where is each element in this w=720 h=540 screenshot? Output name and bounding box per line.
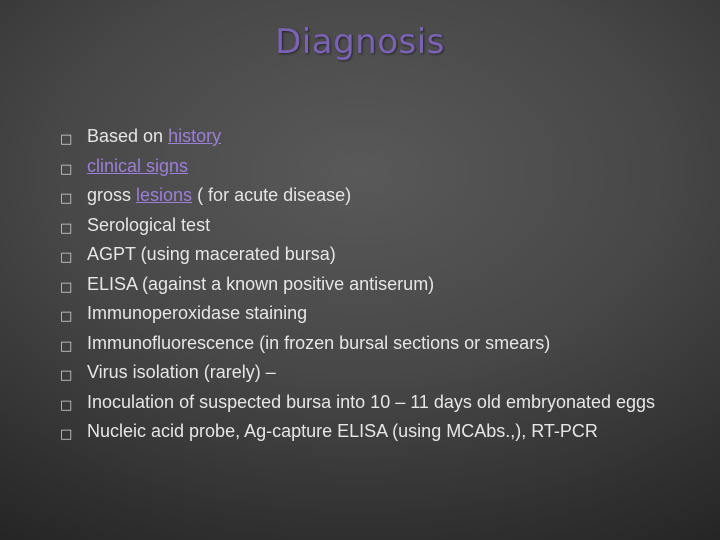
bullet-text: Immunoperoxidase staining <box>87 303 308 323</box>
bullet-text <box>87 126 680 148</box>
bullet-marker-icon: □ <box>60 220 73 236</box>
bullet-item <box>60 362 680 387</box>
bullet-marker-icon: □ <box>60 279 73 295</box>
bullet-marker-icon: □ <box>60 161 73 177</box>
bullet-text: Immunofluorescence (in frozen bursal sections or smears) <box>87 332 551 353</box>
bullet-marker-icon: □ <box>60 250 73 265</box>
bullet-marker-icon: □ <box>60 309 73 324</box>
bullet-text: AGPT (using macerated bursa) <box>87 244 336 264</box>
bullet-item <box>60 392 680 417</box>
bullet-item <box>60 244 680 269</box>
bullet-item <box>60 156 680 181</box>
bullet-item <box>60 185 680 210</box>
bullet-item <box>60 333 680 358</box>
bullet-item <box>60 126 680 151</box>
bullet-text: Inoculation of suspected bursa into 10 – 11 days old embryonated eggs <box>87 391 656 412</box>
lesions-link[interactable]: lesions <box>136 185 193 205</box>
clinical-signs-link[interactable]: clinical signs <box>87 155 189 176</box>
slide-title: Diagnosis <box>275 22 445 62</box>
bullet-item <box>60 421 680 446</box>
history-link[interactable]: history <box>168 126 222 146</box>
bullet-item <box>60 274 680 299</box>
bullet-marker-icon: □ <box>60 368 73 383</box>
bullet-marker-icon: □ <box>60 397 73 413</box>
bullet-text-suffix: ( for acute disease) <box>192 185 352 205</box>
bullet-marker-icon: □ <box>60 338 73 354</box>
bullet-text: Serological test <box>87 214 211 235</box>
bullet-item <box>60 303 680 328</box>
bullet-text <box>87 156 680 178</box>
bullet-text-prefix: Based on <box>87 126 169 146</box>
bullet-text: ELISA (against a known positive antiserum) <box>87 273 435 294</box>
bullet-item <box>60 215 680 240</box>
bullet-text: Virus isolation (rarely) – <box>87 362 276 382</box>
bullet-text <box>87 185 680 207</box>
bullet-marker-icon: □ <box>60 427 73 442</box>
bullet-marker-icon: □ <box>60 132 73 147</box>
bullet-text-prefix: gross <box>87 185 137 205</box>
bullet-text: Nucleic acid probe, Ag-capture ELISA (using MCAbs.,), RT-PCR <box>87 421 598 441</box>
bullet-marker-icon: □ <box>60 191 73 206</box>
bullet-list <box>60 126 680 451</box>
